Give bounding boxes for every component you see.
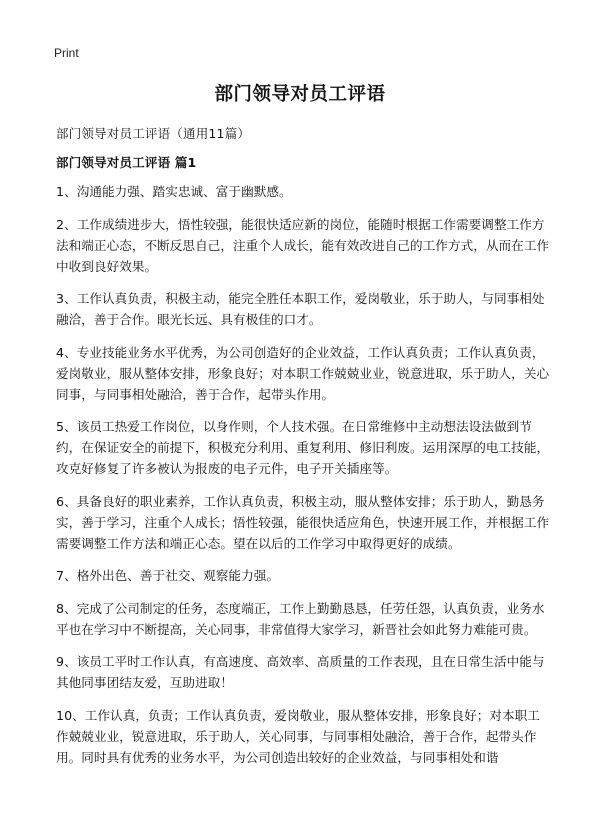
- paragraph-4: 4、专业技能业务水平优秀，为公司创造好的企业效益，工作认真负责；工作认真负责，爱岗敬业，服从整体安排，形象良好；对本职工作兢兢业业，锐意进取，乐于助人，关心同事，与同事相处融洽，善于合作，起带头作用。: [56, 344, 550, 402]
- paragraph-9: 9、该员工平时工作认真，有高速度、高效率、高质量的工作表现，且在日常生活中能与其他同事团结友爱，互助进取！: [56, 654, 545, 690]
- paragraph-2: 2、工作成绩进步大，悟性较强，能很快适应新的岗位，能随时根据工作需要调整工作方法和端正心态，不断反思自己，注重个人成长，能有效改进自己的工作方式，从而在工作中收到良好效果。: [56, 216, 550, 274]
- paragraph-5: 5、该员工热爱工作岗位，以身作则，个人技术强。在日常维修中主动想法设法做到节约，在保证安全的前提下，积极充分利用、重复利用、修旧利废。运用深厚的电工技能，攻克好修复了许多被认为报废的电子元件，电子开关插座等。: [56, 419, 550, 476]
- paragraph-6: 6、具备良好的职业素养，工作认真负责，积极主动，服从整体安排；乐于助人，勤恳务实，善于学习，注重个人成长；悟性较强，能很快适应角色，快速开展工作，并根据工作需要调整工作方法和端正心态。望在以后的工作学习中取得更好的成绩。: [56, 493, 550, 551]
- paragraph-8: 8、完成了公司制定的任务，态度端正，工作上勤勤恳恳，任劳任怨，认真负责，业务水平也在学习中不断提高，关心同事，非常值得大家学习，新晋社会如此努力难能可贵。: [56, 600, 545, 637]
- document-body: [56, 181, 552, 779]
- document-subtitle: 部门领导对员工评语（通用11篇）: [56, 126, 251, 141]
- section-heading: 部门领导对员工评语 篇1: [56, 155, 197, 170]
- paragraph-1: 1、沟通能力强、踏实忠诚、富于幽默感。: [56, 184, 292, 199]
- paragraph-10: 10、工作认真，负责；工作认真负责，爱岗敬业，服从整体安排，形象良好；对本职工作兢兢业业，锐意进取，乐于助人，关心同事，与同事相处融洽，善于合作，起带头作用。同时具有优秀的业务水平，为公司创造出较好的企业效益，与同事相处和谐: [56, 707, 540, 765]
- document-title: 部门领导对员工评语: [214, 84, 386, 105]
- paragraph-3: 3、工作认真负责，积极主动，能完全胜任本职工作，爱岗敬业，乐于助人，与同事相处融洽，善于合作。眼光长远、具有极佳的口才。: [56, 291, 545, 327]
- print-label[interactable]: Print: [54, 46, 79, 60]
- paragraph-7: 7、格外出色、善于社交、观察能力强。: [56, 568, 280, 583]
